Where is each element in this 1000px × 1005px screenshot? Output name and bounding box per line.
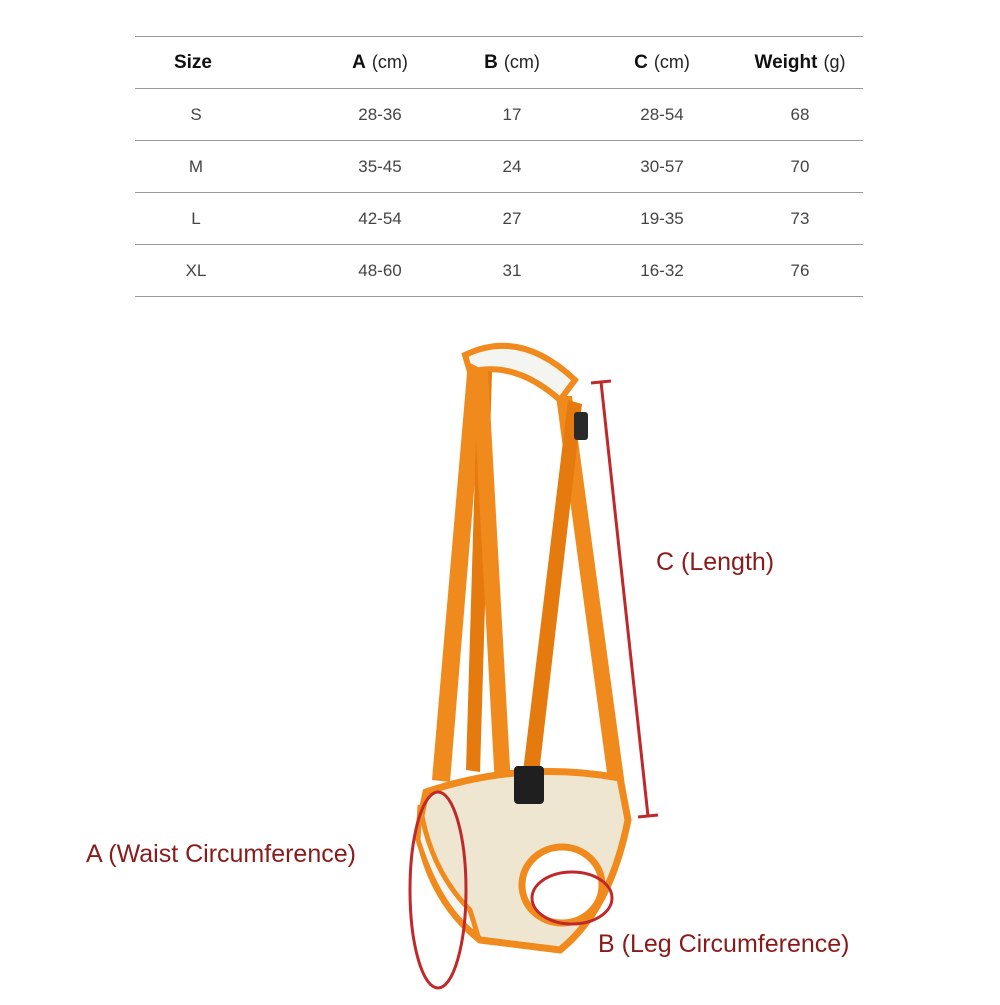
label-leg: B (Leg Circumference): [598, 930, 850, 958]
cell-b: 24: [502, 156, 522, 176]
leg-hole: [522, 847, 602, 923]
header-c: C (cm): [634, 51, 690, 73]
header-weight: Weight (g): [754, 51, 846, 73]
table-row: [135, 89, 863, 141]
cell-c: 16-32: [640, 260, 684, 280]
cell-size: XL: [185, 260, 207, 280]
table-row: [135, 193, 863, 245]
cell-a: 42-54: [358, 208, 402, 228]
table-row: [135, 245, 863, 297]
cell-size: L: [191, 208, 201, 228]
label-waist: A (Waist Circumference): [86, 840, 356, 868]
size-table: [135, 36, 863, 297]
cell-a: 28-36: [358, 104, 402, 124]
harness-drawing: [0, 300, 1000, 1000]
header-size: Size: [173, 51, 213, 73]
cell-a: 48-60: [358, 260, 402, 280]
chest-buckle: [514, 766, 544, 804]
cell-b: 27: [502, 208, 522, 228]
header-a: A (cm): [352, 51, 408, 73]
cell-weight: 70: [790, 156, 810, 176]
cell-weight: 73: [790, 208, 810, 228]
cell-c: 28-54: [640, 104, 684, 124]
length-cap-top: [591, 381, 611, 383]
cell-weight: 76: [790, 260, 810, 280]
table-row: [135, 141, 863, 193]
strap-buckle: [574, 412, 588, 440]
harness-illustration: [0, 300, 1000, 1000]
cell-weight: 68: [790, 104, 810, 124]
table-header: [135, 36, 863, 89]
cell-a: 35-45: [358, 156, 402, 176]
cell-size: S: [190, 104, 202, 124]
cell-b: 31: [502, 260, 522, 280]
label-length: C (Length): [656, 548, 775, 576]
cell-b: 17: [502, 104, 522, 124]
length-cap-bottom: [638, 815, 658, 817]
cell-size: M: [188, 156, 204, 176]
strap-right-inner: [522, 400, 582, 782]
cell-c: 19-35: [640, 208, 684, 228]
header-b: B (cm): [484, 51, 540, 73]
cell-c: 30-57: [640, 156, 684, 176]
